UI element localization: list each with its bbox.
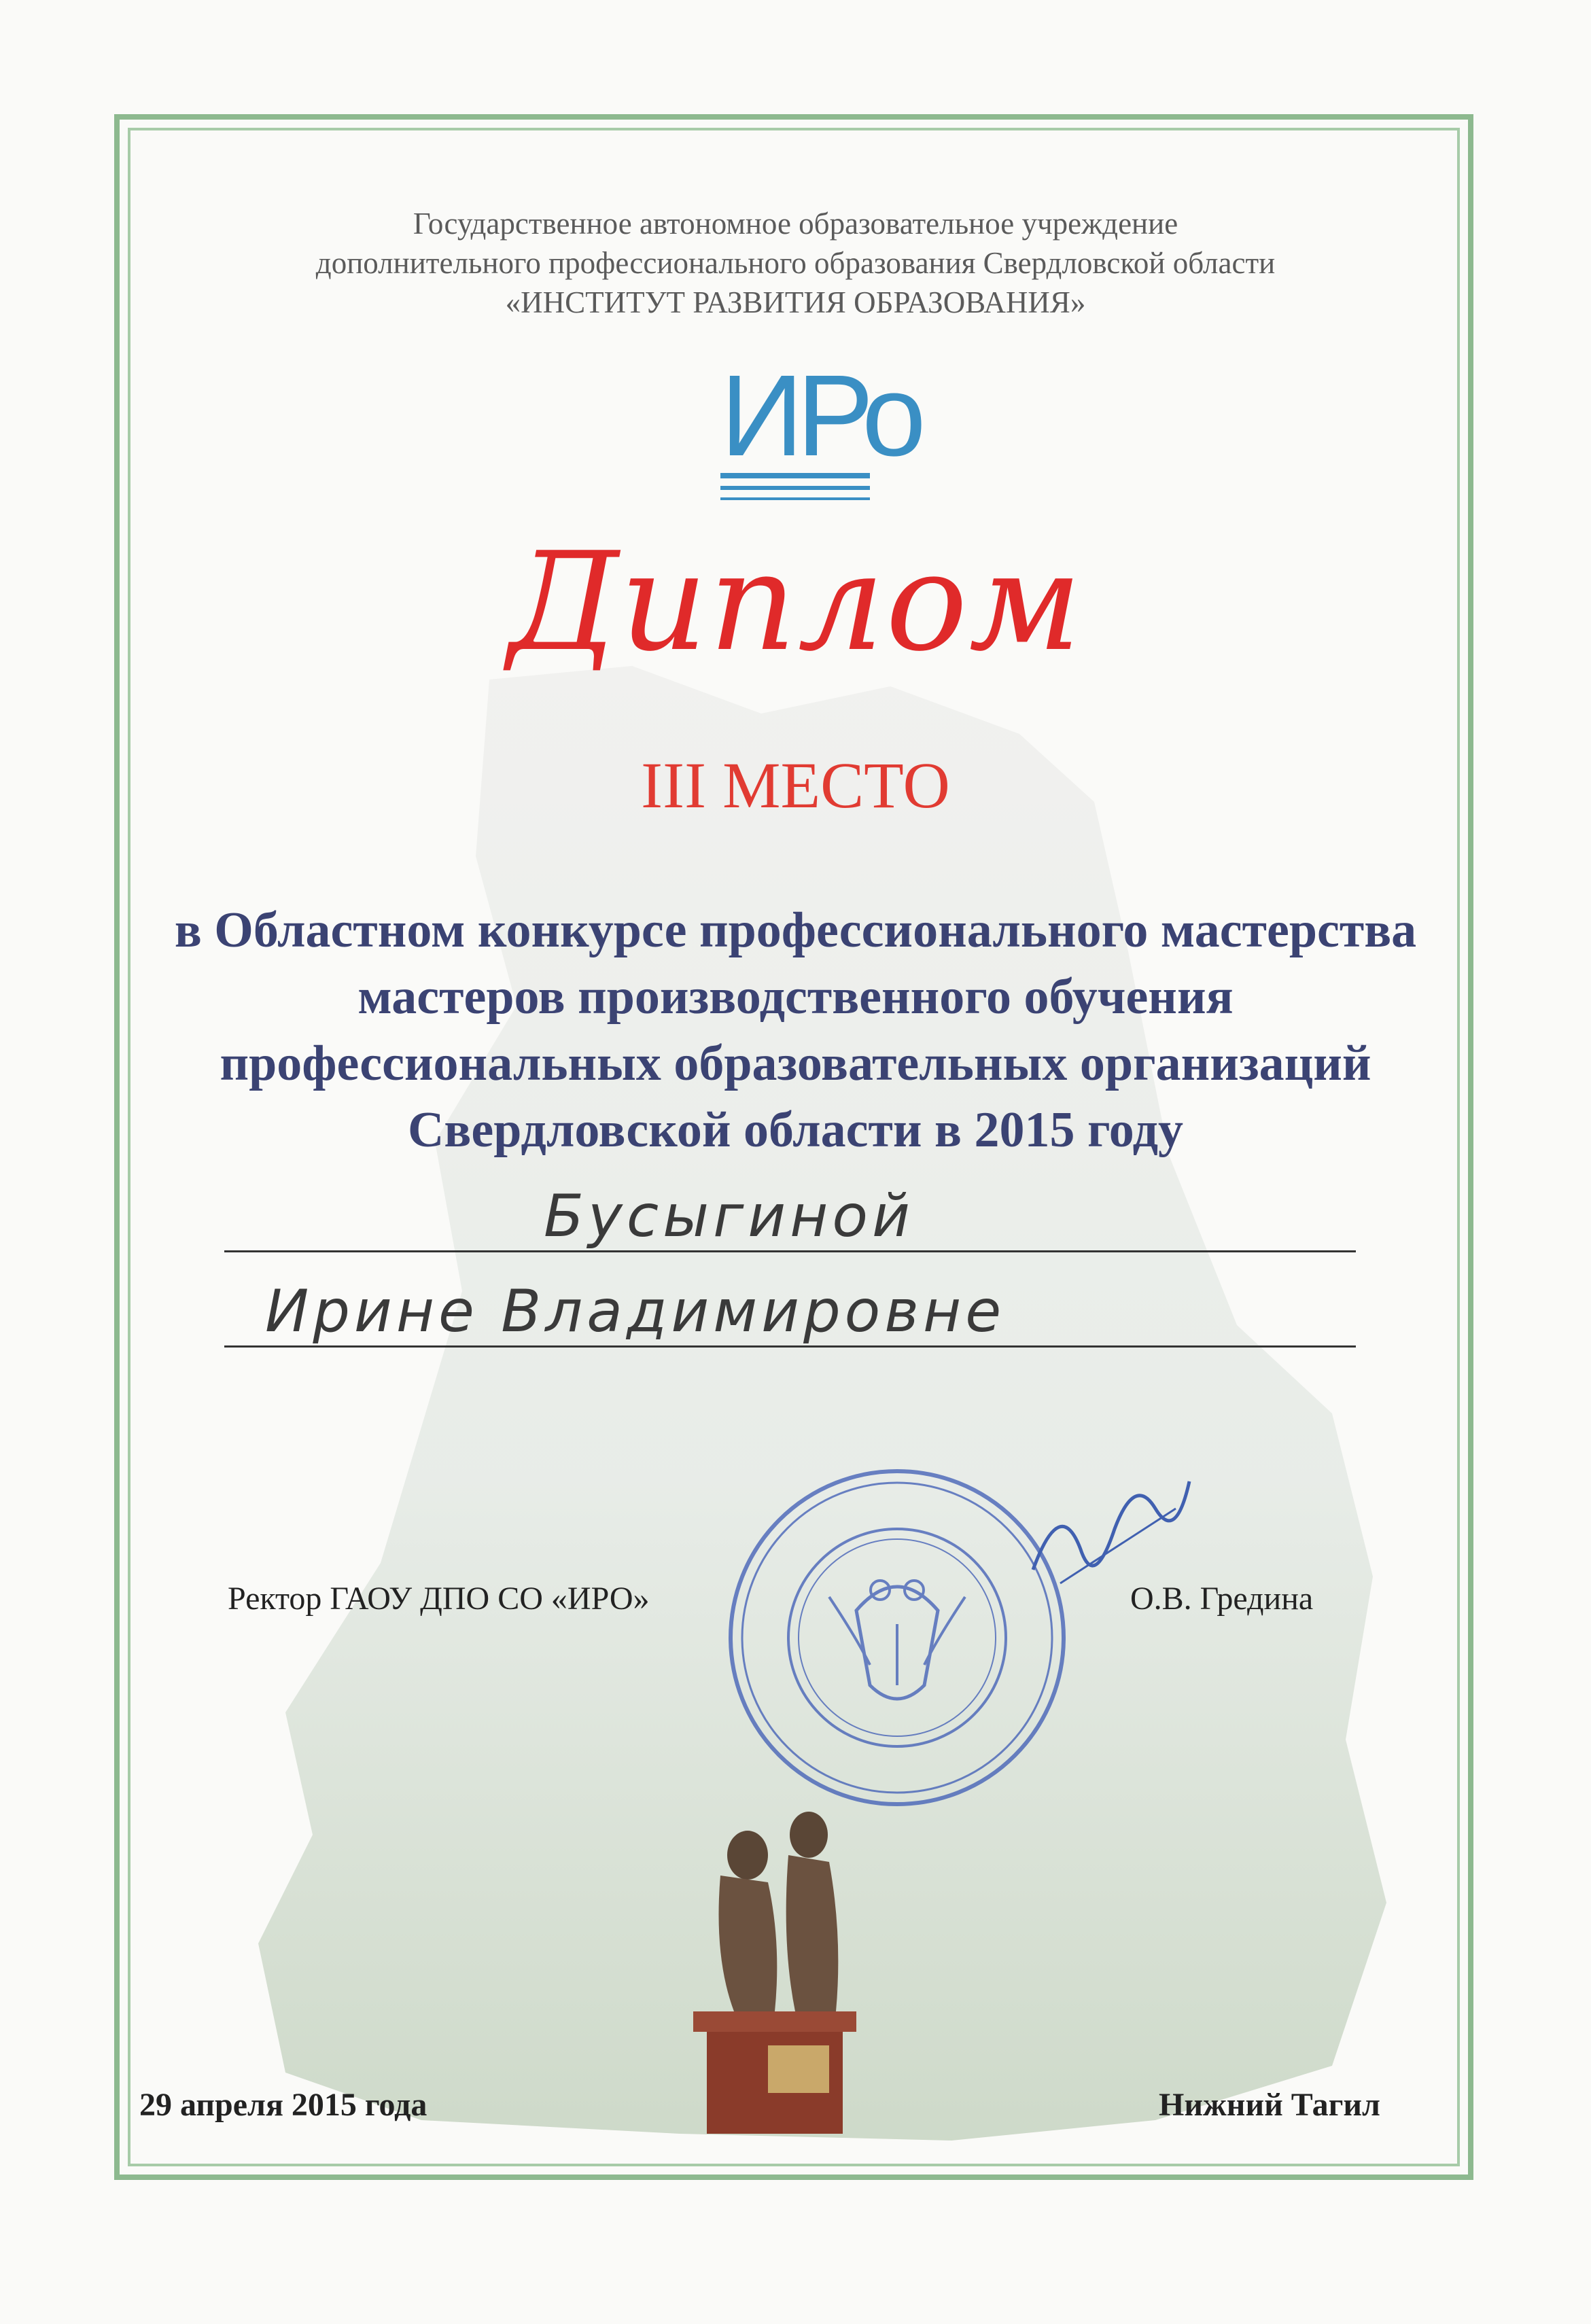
iro-logo — [707, 340, 920, 510]
issue-city: Нижний Тагил — [1159, 2087, 1380, 2123]
recipient-name: Ирине Владимировне — [265, 1278, 1006, 1345]
place-award: III МЕСТО — [641, 749, 950, 822]
signatory-name: О.В. Гредина — [1130, 1581, 1314, 1617]
contest-line-1: в Областном конкурсе профессионального мастерства — [174, 902, 1417, 958]
contest-line-4: Свердловской области в 2015 году — [407, 1102, 1184, 1158]
diploma-title: Диплом — [508, 523, 1083, 682]
handwritten-signature — [1019, 1468, 1196, 1604]
contest-line-3: профессиональных образовательных организаций — [220, 1036, 1371, 1091]
svg-text:ИРо: ИРо — [720, 351, 920, 480]
issuer-line-1: Государственное автономное образовательное учреждение — [413, 207, 1178, 241]
issuer-line-3: «ИНСТИТУТ РАЗВИТИЯ ОБРАЗОВАНИЯ» — [505, 285, 1086, 319]
issue-date: 29 апреля 2015 года — [139, 2087, 427, 2123]
signatory-position: Ректор ГАОУ ДПО СО «ИРО» — [228, 1581, 650, 1617]
contest-description — [163, 897, 1428, 1163]
name-underline — [224, 1345, 1356, 1348]
recipient-surname: Бусыгиной — [544, 1182, 914, 1250]
contest-line-2: мастеров производственного обучения — [357, 969, 1234, 1025]
surname-underline — [224, 1250, 1356, 1252]
issuer-line-2: дополнительного профессионального образования Свердловской области — [315, 246, 1276, 280]
issuer-header — [204, 204, 1387, 322]
monument-image — [666, 1780, 884, 2134]
